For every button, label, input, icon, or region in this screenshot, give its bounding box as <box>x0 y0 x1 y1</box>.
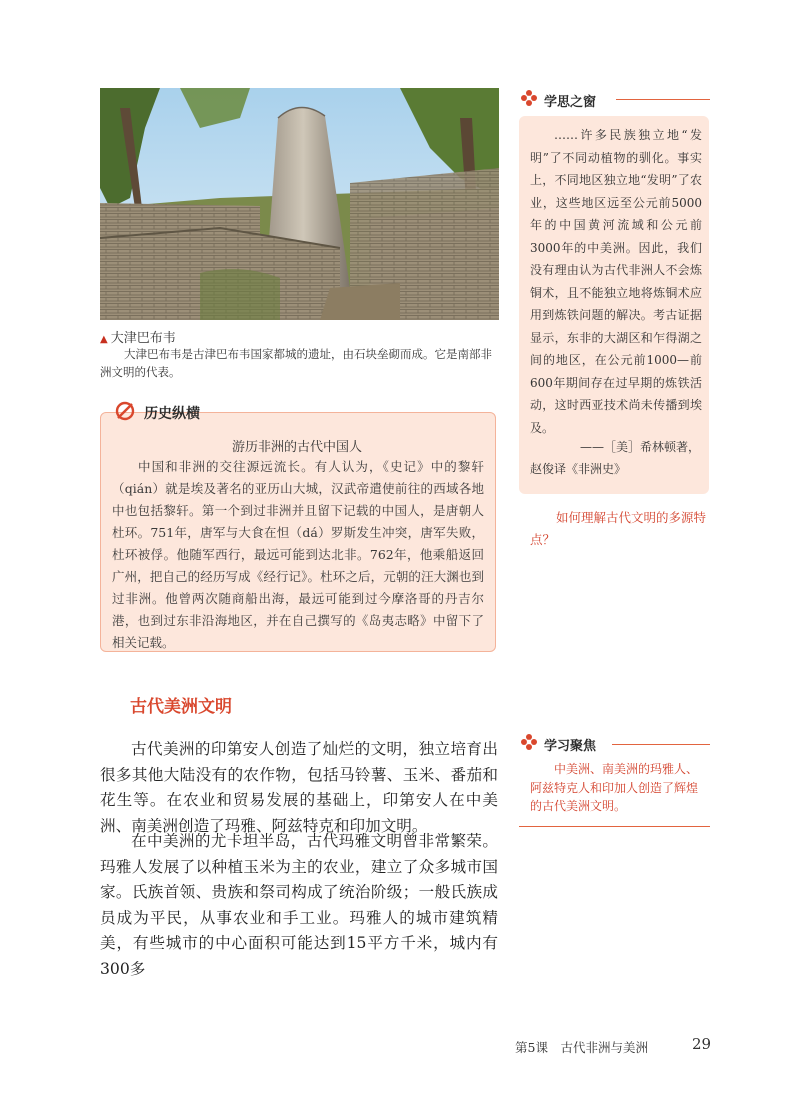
think-window-question: 如何理解古代文明的多源特点？ <box>530 510 707 547</box>
think-window-header <box>520 89 596 111</box>
study-focus-bottom-rule <box>519 826 710 827</box>
figure-caption-body: 大津巴布韦是古津巴布韦国家都城的遗址，由石块垒砌而成。它是南部非洲文明的代表。 <box>100 347 492 379</box>
think-window-divider <box>616 99 710 100</box>
figure-caption-title: ▲ 大津巴布韦 <box>100 331 176 346</box>
study-focus-header <box>520 733 596 755</box>
history-box-heading: 游历非洲的古代中国人 <box>231 440 362 455</box>
footer-lesson: 第5课 古代非洲与美洲 <box>515 1040 648 1055</box>
flower-icon <box>520 733 538 755</box>
great-zimbabwe-photo <box>100 88 499 320</box>
flower-icon <box>520 89 538 111</box>
think-window-citation <box>530 436 700 480</box>
section-paragraph-1: 古代美洲的印第安人创造了灿烂的文明，独立培育出很多其他大陆没有的农作物，包括马铃薯、玉米、番茄和花生等。在农业和贸易发展的基础上，印第安人在中美洲、南美洲创造了玛雅、阿兹特克和印加文明。 <box>100 740 498 835</box>
study-focus-divider <box>612 744 710 745</box>
history-box-header <box>114 402 200 424</box>
triangle-marker-icon: ▲ <box>100 334 108 345</box>
page-number: 29 <box>692 1035 712 1053</box>
study-focus-text: 中美洲、南美洲的玛雅人、阿兹特克人和印加人创造了辉煌的古代美洲文明。 <box>530 762 699 813</box>
section-paragraph-2: 在中美洲的尤卡坦半岛，古代玛雅文明曾非常繁荣。玛雅人发展了以种植玉米为主的农业，建立了众多城市国家。氏族首领、贵族和祭司构成了统治阶级；一般氏族成员成为平民，从事农业和手工业。玛雅人的城市建筑精美，有些城市的中心面积可能达到15平方千米，城内有300多 <box>100 832 498 978</box>
study-focus-label: 学习聚焦 <box>544 738 597 754</box>
section-title: 古代美洲文明 <box>130 697 232 717</box>
history-icon <box>114 400 136 426</box>
think-window-quote: ……许多民族独立地“发明”了不同动植物的驯化。事实上，不同地区独立地“发明”了农业，这些地区远至公元前5000年的中国黄河流域和公元前3000年的中美洲。因此，我们没有理由认为古代非洲人不会炼铜术，且不能独立地将炼铜术应用到炼铁问题的解决。考古证据显示，东非的大湖区和乍得湖之间的地区，在公元前1000—前600年期间存在过早期的炼铁活动，这时西亚技术尚未传播到埃及。 <box>530 128 702 435</box>
citation-author: ——［美］希林顿著， <box>579 440 700 454</box>
history-box-label: 历史纵横 <box>144 406 200 422</box>
think-window-label: 学思之窗 <box>544 94 597 110</box>
history-box-body: 中国和非洲的交往源远流长。有人认为，《史记》中的黎轩（qián）就是埃及著名的亚历山大城，汉武帝遣使前往的西域各地中也包括黎轩。第一个到过非洲并且留下记载的中国人，是唐朝人杜环。751年，唐军与大食在怛（dá）罗斯发生冲突，唐军失败，杜环被俘。他随军西行，最远可能到达北非。762年，他乘船返回广州，把自己的经历写成《经行记》。杜环之后，元朝的汪大渊也到过非洲。他曾两次随商船出海，最远可能到过今摩洛哥的丹吉尔港，也到过东非沿海地区，并在自己撰写的《岛夷志略》中留下了相关记载。 <box>112 459 484 650</box>
citation-source: 赵俊译《非洲史》 <box>530 462 627 476</box>
